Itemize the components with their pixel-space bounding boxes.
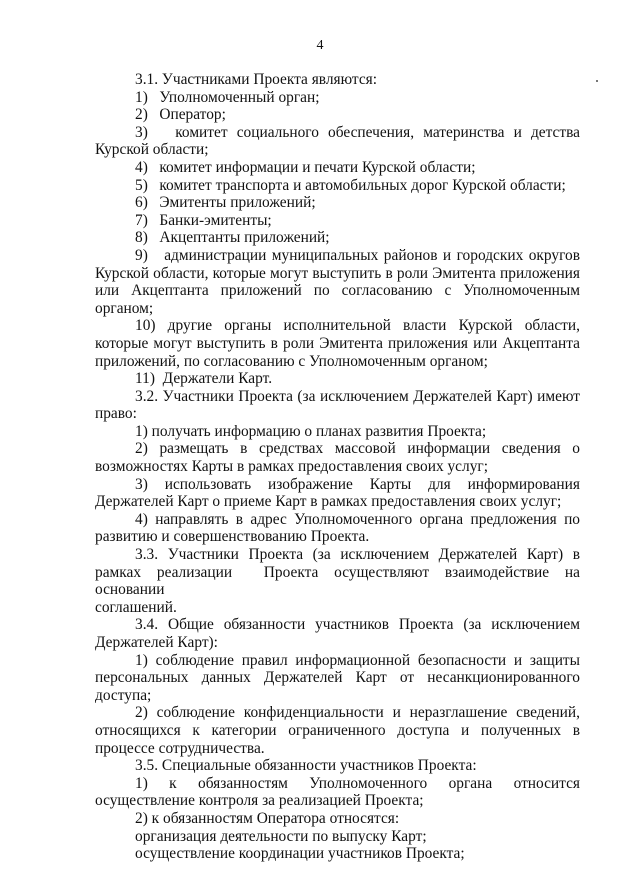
page-number: 4	[316, 38, 324, 53]
text-line: соглашений.	[95, 598, 177, 616]
document-body	[95, 71, 580, 863]
text-line: 10) другие органы исполнительной власти Курской области,	[135, 317, 580, 335]
text-line: организация деятельности по выпуску Карт;	[135, 827, 427, 845]
text-line: осуществление координации участников Проекта;	[135, 845, 465, 863]
text-line: 1) соблюдение правил информационной безопасности и защиты	[135, 651, 580, 669]
text-line: приложений, по согласованию с Уполномоченным органом;	[95, 352, 488, 370]
text-line: Держателей Карт):	[95, 634, 218, 651]
text-line: персональных данных Держателей Карт от несанкционированного	[95, 669, 580, 687]
text-line: 11) Держатели Карт.	[135, 370, 273, 388]
text-line: органом;	[95, 299, 154, 317]
text-line: 5) комитет транспорта и автомобильных дорог Курской области;	[135, 176, 566, 194]
text-line: 8) Акцептанты приложений;	[135, 229, 330, 247]
text-line: Держателей Карт о приеме Карт в рамках предоставления своих услуг;	[95, 493, 562, 511]
text-line: 3.2. Участники Проекта (за исключением Держателей Карт) имеют	[135, 387, 580, 405]
text-line: 2) Оператор;	[135, 106, 226, 124]
text-line: развитию и совершенствованию Проекта.	[95, 528, 370, 546]
text-line: 7) Банки-эмитенты;	[135, 211, 272, 229]
text-line: которые могут выступить в роли Эмитента приложения или Акцептанта	[95, 334, 580, 352]
text-line: Курской области;	[95, 141, 209, 159]
text-line: 1) получать информацию о планах развития Проекта;	[135, 422, 487, 440]
text-line: 9) администрации муниципальных районов и городских округов	[135, 246, 580, 264]
text-line: 3) комитет социального обеспечения, материнства и детства	[135, 123, 580, 141]
text-line: 2) размещать в средствах массовой информации сведения о	[135, 440, 580, 458]
text-line: право:	[95, 405, 137, 423]
text-line: 3.1. Участниками Проекта являются:	[135, 71, 378, 88]
text-line: рамках реализации Проекта осуществляют взаимодействие на основании	[95, 563, 580, 599]
scan-speck	[596, 80, 598, 82]
text-line: 3) использовать изображение Карты для информирования	[135, 475, 580, 493]
text-line: 4) направлять в адрес Уполномоченного органа предложения по	[135, 510, 580, 528]
text-line: 1) к обязанностям Уполномоченного органа относится	[135, 774, 580, 792]
text-line: Курской области, которые могут выступить в роли Эмитента приложения	[95, 264, 580, 282]
text-line: доступа;	[95, 686, 152, 704]
text-line: 2) соблюдение конфиденциальности и неразглашение сведений,	[135, 704, 580, 722]
text-line: или Акцептанта приложений по согласованию с Уполномоченным	[95, 282, 580, 300]
text-line: 3.4. Общие обязанности участников Проекта (за исключением	[135, 616, 580, 634]
text-line: возможностях Карты в рамках предоставления своих услуг;	[95, 458, 488, 476]
text-line: процессе сотрудничества.	[95, 739, 265, 757]
text-line: 3.5. Специальные обязанности участников Проекта:	[135, 757, 477, 775]
text-line: 3.3. Участники Проекта (за исключением Держателей Карт) в	[135, 546, 580, 564]
text-line: осуществление контроля за реализацией Проекта;	[95, 792, 424, 810]
text-line: 1) Уполномоченный орган;	[135, 88, 320, 106]
text-line: относящихся к категории ограниченного доступа и полученных в	[95, 721, 580, 739]
text-line: 4) комитет информации и печати Курской области;	[135, 158, 476, 176]
text-line: 6) Эмитенты приложений;	[135, 194, 316, 212]
text-line: 2) к обязанностям Оператора относятся:	[135, 809, 400, 827]
